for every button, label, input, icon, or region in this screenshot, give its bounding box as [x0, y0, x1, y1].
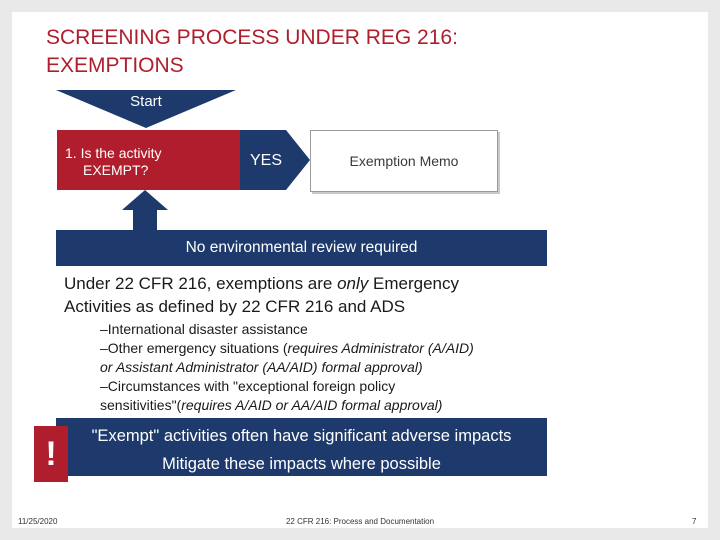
warning-line-2: Mitigate these impacts where possible — [162, 455, 441, 473]
panel-content — [56, 266, 547, 418]
bullet-3b: sensitivities"( — [100, 397, 182, 413]
slide-title — [46, 24, 606, 80]
yes-label: YES — [250, 152, 283, 169]
bullet-2a: –Other emergency situations ( — [100, 340, 288, 356]
bullet-2b: requires Administrator (A/AID) — [287, 340, 474, 356]
bullet-3: –Circumstances with "exceptional foreign policy — [100, 378, 396, 394]
start-label: Start — [130, 93, 162, 110]
main-text-part-1: Under 22 CFR 216, exemptions are — [64, 274, 338, 293]
bullet-1: –International disaster assistance — [100, 321, 308, 337]
main-text-only: only — [337, 274, 369, 293]
page-number: 7 — [692, 517, 697, 526]
bullet-2c: or Assistant Administrator (AA/AID) formal approval) — [100, 359, 423, 375]
panel-header: No environmental review required — [185, 239, 418, 256]
bullet-list — [100, 320, 540, 415]
warning-line-1: "Exempt" activities often have significant adverse impacts — [91, 427, 512, 445]
exemption-memo-box — [310, 130, 498, 192]
footer-title: 22 CFR 216: Process and Documentation — [285, 517, 435, 526]
title-line-2: EXEMPTIONS — [46, 54, 184, 77]
bullet-3-cont — [100, 396, 540, 415]
title-line-1: SCREENING PROCESS UNDER REG 216: — [46, 26, 458, 49]
question-line-2: EXEMPT? — [83, 162, 149, 178]
bullet-2 — [100, 339, 540, 358]
question-line-1: 1. Is the activity — [65, 145, 162, 161]
up-arrow-shape — [122, 190, 168, 232]
main-text-part-3: Activities as defined by 22 CFR 216 and ADS — [64, 297, 406, 316]
main-text-part-2: Emergency — [368, 274, 459, 293]
question-box — [57, 130, 240, 190]
memo-label: Exemption Memo — [349, 153, 459, 169]
bullet-3c: requires A/AID or AA/AID formal approval) — [181, 397, 443, 413]
bullet-2-cont — [100, 358, 540, 377]
footer-date: 11/25/2020 — [18, 517, 58, 526]
warning-icon: ! — [34, 426, 68, 482]
main-text — [64, 272, 544, 318]
